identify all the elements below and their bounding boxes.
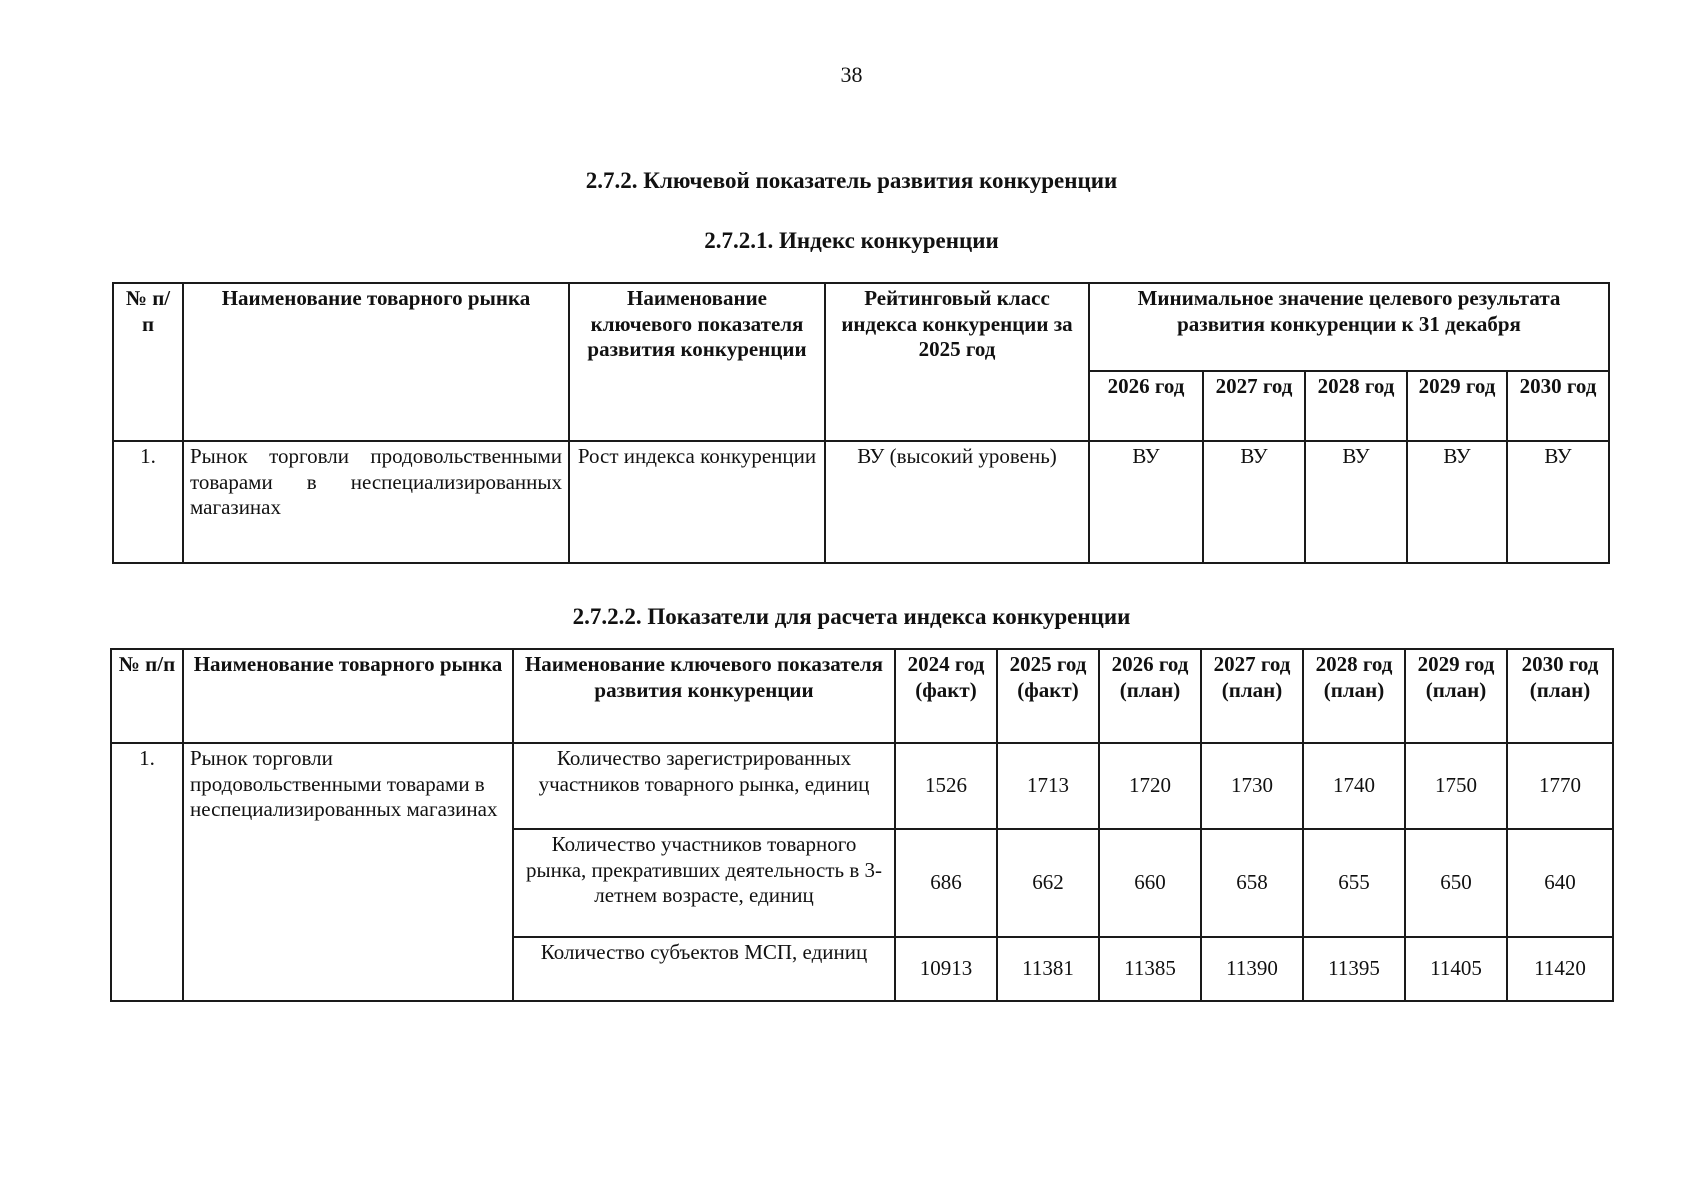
value-cell: 1730 bbox=[1201, 743, 1303, 829]
value-cell: 11395 bbox=[1303, 937, 1405, 1001]
value-cell: 11390 bbox=[1201, 937, 1303, 1001]
header-year: 2028 год (план) bbox=[1303, 649, 1405, 743]
market-name: Рынок торговли продовольственными товарами в неспециализированных магазинах bbox=[183, 743, 513, 1001]
header-rating: Рейтинговый класс индекса конкуренции за 2025 год bbox=[825, 283, 1089, 441]
table-row bbox=[111, 743, 1613, 829]
header-year: 2030 год (план) bbox=[1507, 649, 1613, 743]
header-year: 2029 год (план) bbox=[1405, 649, 1507, 743]
value-cell: 655 bbox=[1303, 829, 1405, 937]
indicator-name: Количество субъектов МСП, единиц bbox=[513, 937, 895, 1001]
target-value: ВУ bbox=[1089, 441, 1203, 563]
page-number: 38 bbox=[840, 62, 863, 87]
row-num: 1. bbox=[113, 441, 183, 563]
header-num: № п/п bbox=[113, 283, 183, 441]
header-num: № п/п bbox=[111, 649, 183, 743]
indicator-name: Количество зарегистрированных участников товарного рынка, единиц bbox=[513, 743, 895, 829]
value-cell: 1770 bbox=[1507, 743, 1613, 829]
value-cell: 1750 bbox=[1405, 743, 1507, 829]
calculation-indicators-table bbox=[110, 648, 1614, 1002]
value-cell: 658 bbox=[1201, 829, 1303, 937]
header-year: 2027 год (план) bbox=[1201, 649, 1303, 743]
value-cell: 662 bbox=[997, 829, 1099, 937]
header-year: 2025 год (факт) bbox=[997, 649, 1099, 743]
header-year: 2024 год (факт) bbox=[895, 649, 997, 743]
header-year: 2026 год bbox=[1089, 371, 1203, 441]
target-value: ВУ bbox=[1507, 441, 1609, 563]
header-minimal-value: Минимальное значение целевого результата развития конкуренции к 31 декабря bbox=[1089, 283, 1609, 371]
indicator-name: Рост индекса конкуренции bbox=[569, 441, 825, 563]
header-indicator: Наименование ключевого показателя развития конкуренции bbox=[513, 649, 895, 743]
section-title: 2.7.2. Ключевой показатель развития конкуренции bbox=[585, 168, 1118, 193]
value-cell: 1720 bbox=[1099, 743, 1201, 829]
value-cell: 650 bbox=[1405, 829, 1507, 937]
header-year: 2029 год bbox=[1407, 371, 1507, 441]
value-cell: 11381 bbox=[997, 937, 1099, 1001]
value-cell: 660 bbox=[1099, 829, 1201, 937]
value-cell: 11420 bbox=[1507, 937, 1613, 1001]
target-value: ВУ bbox=[1305, 441, 1407, 563]
table1-title: 2.7.2.1. Индекс конкуренции bbox=[704, 228, 999, 253]
value-cell: 1713 bbox=[997, 743, 1099, 829]
rating-class: ВУ (высокий уровень) bbox=[825, 441, 1089, 563]
value-cell: 10913 bbox=[895, 937, 997, 1001]
header-year: 2026 год (план) bbox=[1099, 649, 1201, 743]
header-market: Наименование товарного рынка bbox=[183, 649, 513, 743]
target-value: ВУ bbox=[1407, 441, 1507, 563]
target-value: ВУ bbox=[1203, 441, 1305, 563]
table2-title: 2.7.2.2. Показатели для расчета индекса конкуренции bbox=[572, 604, 1131, 629]
competition-index-table bbox=[112, 282, 1610, 564]
row-num: 1. bbox=[111, 743, 183, 1001]
value-cell: 1526 bbox=[895, 743, 997, 829]
value-cell: 11405 bbox=[1405, 937, 1507, 1001]
market-name: Рынок торговли продовольственными товарами в неспециализированных магазинах bbox=[183, 441, 569, 563]
header-year: 2027 год bbox=[1203, 371, 1305, 441]
header-indicator: Наименование ключевого показателя развития конкуренции bbox=[569, 283, 825, 441]
value-cell: 686 bbox=[895, 829, 997, 937]
value-cell: 11385 bbox=[1099, 937, 1201, 1001]
header-year: 2028 год bbox=[1305, 371, 1407, 441]
header-market: Наименование товарного рынка bbox=[183, 283, 569, 441]
value-cell: 640 bbox=[1507, 829, 1613, 937]
indicator-name: Количество участников товарного рынка, прекративших деятельность в 3-летнем возрасте, единиц bbox=[513, 829, 895, 937]
value-cell: 1740 bbox=[1303, 743, 1405, 829]
header-year: 2030 год bbox=[1507, 371, 1609, 441]
